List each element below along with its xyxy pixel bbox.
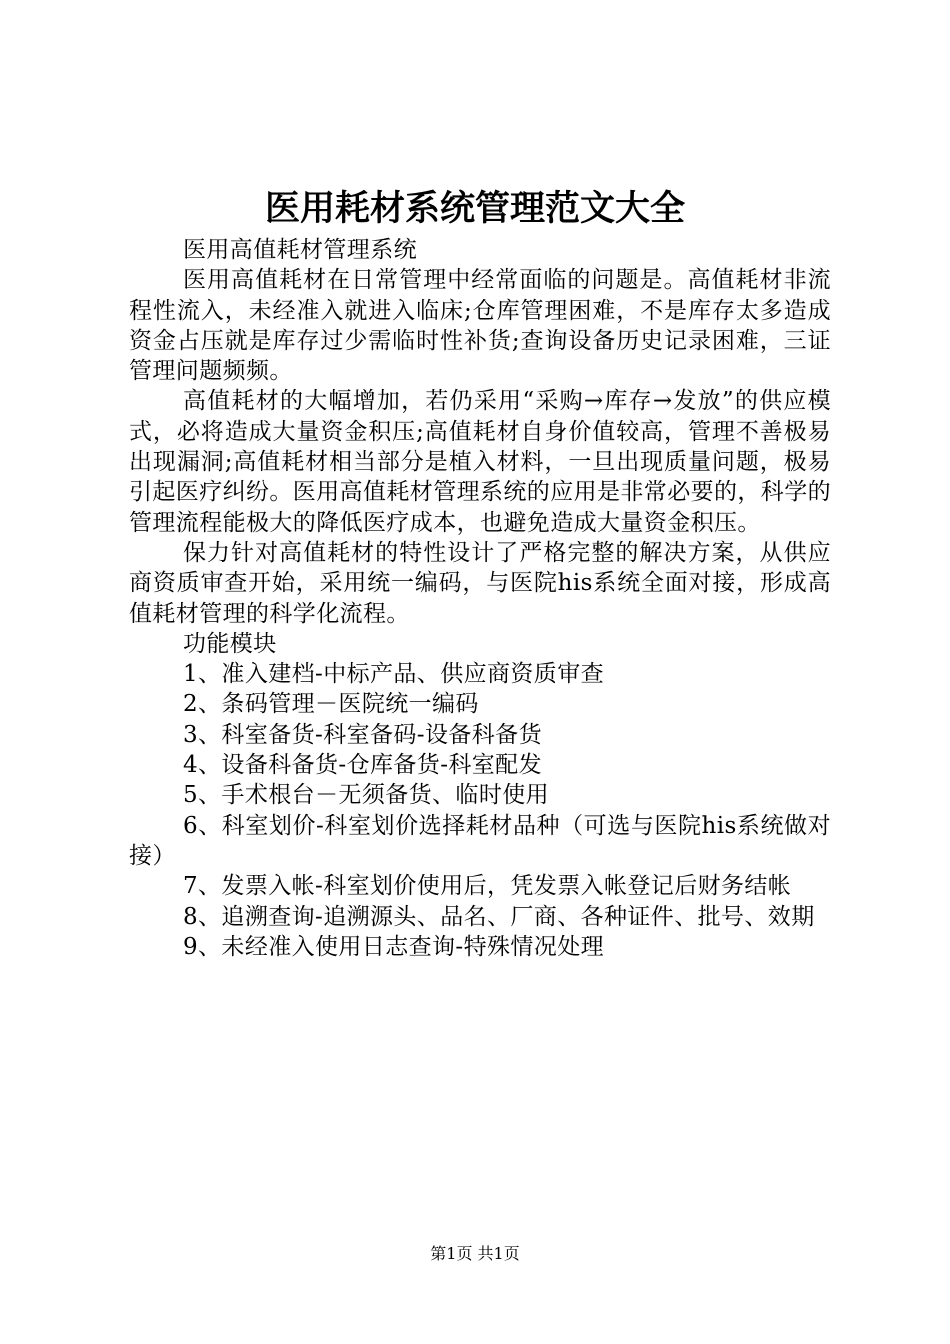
module-item: 5、手术根台－无须备货、临时使用 xyxy=(183,782,550,809)
module-item: 7、发票入帐-科室划价使用后，凭发票入帐登记后财务结帐 xyxy=(183,873,792,900)
module-item: 3、科室备货-科室备码-设备科备货 xyxy=(183,721,542,748)
section-heading: 功能模块 xyxy=(183,630,277,657)
module-item: 4、设备科备货-仓库备货-科室配发 xyxy=(183,752,542,779)
document-title: 医用耗材系统管理范文大全 xyxy=(264,188,685,229)
document-body xyxy=(129,235,831,962)
section-heading: 医用高值耗材管理系统 xyxy=(183,237,417,263)
page-footer: 第1页 共1页 xyxy=(430,1244,520,1263)
body-paragraph: 保力针对高值耗材的特性设计了严格完整的解决方案，从供应商资质审查开始，采用统一编码，与医院his系统全面对接，形成高值耗材管理的科学化流程。 xyxy=(129,539,831,627)
module-item: 6、科室划价-科室划价选择耗材品种（可选与医院his系统做对接） xyxy=(129,812,831,869)
body-paragraph: 医用高值耗材在日常管理中经常面临的问题是。高值耗材非流程性流入，未经准入就进入临床;仓库管理困难，不是库存太多造成资金占压就是库存过少需临时性补货;查询设备历史记录困难，三证管理问题频频。 xyxy=(129,267,831,385)
module-item: 9、未经准入使用日志查询-特殊情况处理 xyxy=(183,933,605,960)
module-item: 2、条码管理－医院统一编码 xyxy=(183,691,479,718)
module-item: 1、准入建档-中标产品、供应商资质审查 xyxy=(183,661,605,688)
body-paragraph: 高值耗材的大幅增加，若仍采用“采购→库存→发放”的供应模式，必将造成大量资金积压;高值耗材自身价值较高，管理不善极易出现漏洞;高值耗材相当部分是植入材料，一旦出现质量问题，极易引起医疗纠纷。医用高值耗材管理系统的应用是非常必要的，科学的管理流程能极大的降低医疗成本，也避免造成大量资金积压。 xyxy=(129,388,831,536)
module-item: 8、追溯查询-追溯源头、品名、厂商、各种证件、批号、效期 xyxy=(183,903,815,930)
